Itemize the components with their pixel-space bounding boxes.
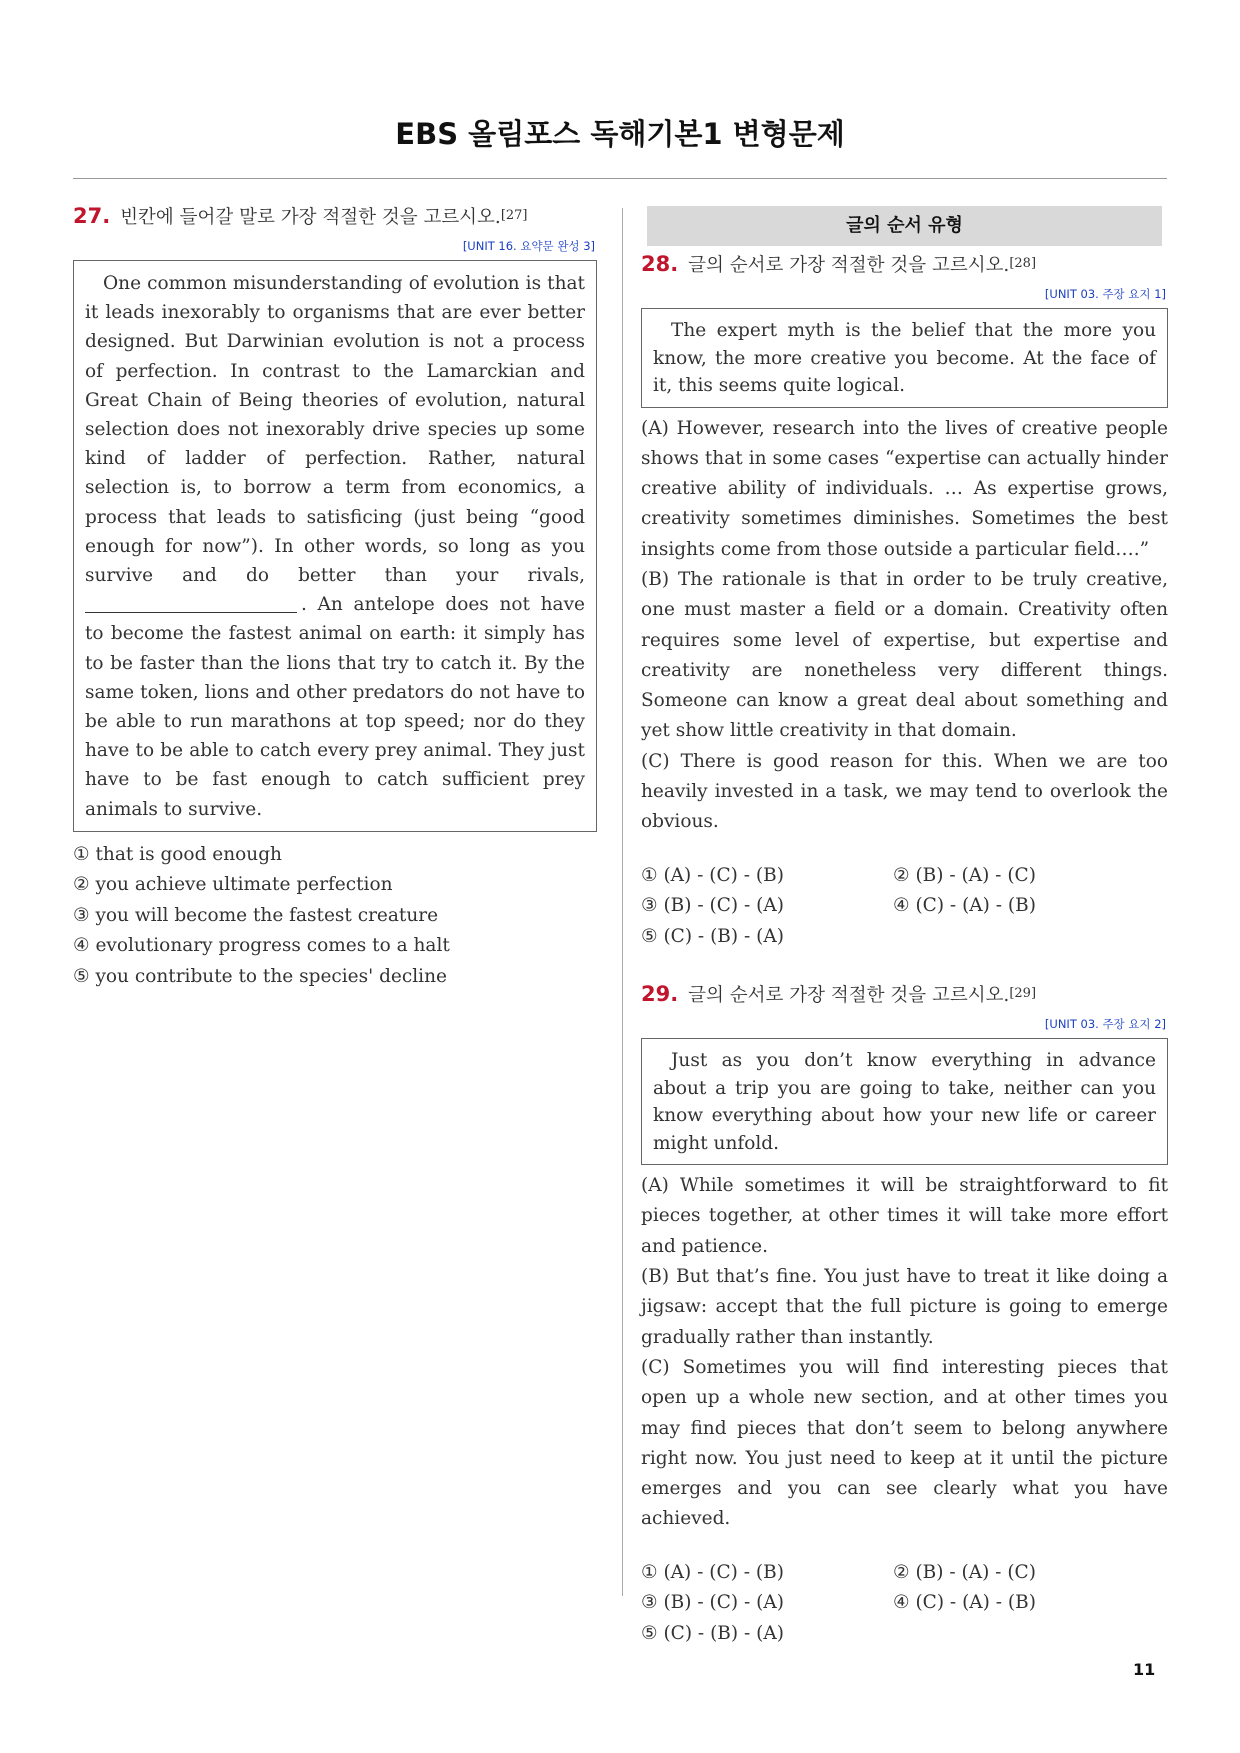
answer-blank [85,594,297,614]
passage-after-blank: . An antelope does not have to become the fastest animal on earth: it simply has to be faster than the lions that try to catch it. By the same token, lions and other predators do not have to be able to run marathons at top speed; nor do they have to be able to catch every prey animal. They just have to be fast enough to catch sufficient prey animals to survive. [85,594,585,820]
passage-box [73,260,597,832]
question-instruction: 글의 순서로 가장 적절한 것을 고르시오. [688,255,1010,276]
choice-4[interactable]: ④ evolutionary progress comes to a halt [73,935,450,957]
choice-3[interactable]: ③ you will become the fastest creature [73,904,439,926]
question-number: 29. [641,982,679,1007]
intro-text: Just as you don’t know everything in advance about a trip you are going to take, neither can you know everything about how your new life or career might unfold. [653,1050,1156,1154]
paragraph-list [641,414,1168,838]
page-number: 11 [1133,1660,1156,1679]
question-27 [73,202,597,992]
unit-tag: [UNIT 16. 요약문 완성 3] [462,239,595,253]
question-28 [641,250,1168,952]
choice-3[interactable]: ③ (B) - (C) - (A) [641,1592,784,1614]
question-header [73,202,597,232]
intro-box [641,1038,1168,1165]
intro-text: The expert myth is the belief that the more you know, the more creative you become. At the face of it, this seems quite logical. [653,320,1156,396]
page-title: EBS 올림포스 독해기본1 변형문제 [395,117,845,151]
intro-box [641,308,1168,408]
question-number: 27. [73,204,111,228]
paragraph-b: (B) The rationale is that in order to be truly creative, one must master a field or a domain. Creativity often requires some level of expertise, but expertise and creativity are nonetheless very different things. Someone can know a great deal about something and yet show little creativity in that domain. [641,568,1168,742]
choice-list [73,840,597,993]
choice-5[interactable]: ⑤ you contribute to the species' decline [73,965,447,987]
paragraph-a: (A) While sometimes it will be straightforward to fit pieces together, at other times it will take more effort and patience. [641,1175,1168,1257]
question-header [641,250,1168,280]
choice-list [641,1558,1168,1650]
choice-4[interactable]: ④ (C) - (A) - (B) [893,895,1036,917]
header-divider [73,178,1167,179]
choice-2[interactable]: ② (B) - (A) - (C) [893,1561,1036,1583]
passage-text [85,269,585,824]
choice-5[interactable]: ⑤ (C) - (B) - (A) [641,1622,784,1644]
choice-2[interactable]: ② you achieve ultimate perfection [73,874,393,896]
choice-2[interactable]: ② (B) - (A) - (C) [893,864,1036,886]
question-instruction: 빈칸에 들어갈 말로 가장 적절한 것을 고르시오. [120,207,501,228]
paragraph-c: (C) There is good reason for this. When we are too heavily invested in a task, we may tend to overlook the obvious. [641,750,1168,833]
question-29 [641,980,1168,1649]
choice-1[interactable]: ① that is good enough [73,843,282,865]
question-ref: [29] [1009,986,1037,1002]
unit-tag: [UNIT 03. 주장 요지 1] [1044,287,1166,301]
passage-before-blank: One common misunderstanding of evolution is that it leads inexorably to organisms that are ever better designed. But Darwinian evolution is not a process of perfection. In contrast to the Lamarckian and Great Chain of Being theories of evolution, natural selection does not inexorably drive species up some kind of ladder of perfection. Rather, natural selection is, to borrow a term from economics, a process that leads to satisficing (just being “good enough for now”). In other words, so long as you survive and do better than your rivals, [85,273,585,587]
paragraph-a: (A) However, research into the lives of creative people shows that in some cases “expertise can actually hinder creative ability of individuals. … As expertise grows, creativity sometimes diminishes. Sometimes the best insights come from those outside a particular field….” [641,417,1168,560]
paragraph-c: (C) Sometimes you will find interesting pieces that open up a whole new section, and at other times you may find pieces that don’t seem to belong anywhere right now. You just need to keep at it until the picture emerges and you can see clearly what you have achieved. [641,1356,1168,1530]
question-number: 28. [641,252,679,276]
question-instruction: 글의 순서로 가장 적절한 것을 고르시오. [688,985,1010,1007]
question-ref: [28] [1009,256,1037,271]
choice-1[interactable]: ① (A) - (C) - (B) [641,864,784,886]
choice-3[interactable]: ③ (B) - (C) - (A) [641,895,784,917]
choice-5[interactable]: ⑤ (C) - (B) - (A) [641,925,784,947]
paragraph-list [641,1171,1168,1535]
question-header [641,980,1168,1010]
question-ref: [27] [500,208,528,223]
choice-list [641,861,1168,953]
choice-1[interactable]: ① (A) - (C) - (B) [641,1561,784,1583]
column-divider [622,208,623,1596]
section-label: 글의 순서 유형 [647,206,1162,246]
paragraph-b: (B) But that’s fine. You just have to treat it like doing a jigsaw: accept that the full picture is going to emerge gradually rather than instantly. [641,1266,1168,1348]
choice-4[interactable]: ④ (C) - (A) - (B) [893,1592,1036,1614]
unit-tag: [UNIT 03. 주장 요지 2] [1044,1017,1166,1032]
right-column [641,206,1168,1649]
